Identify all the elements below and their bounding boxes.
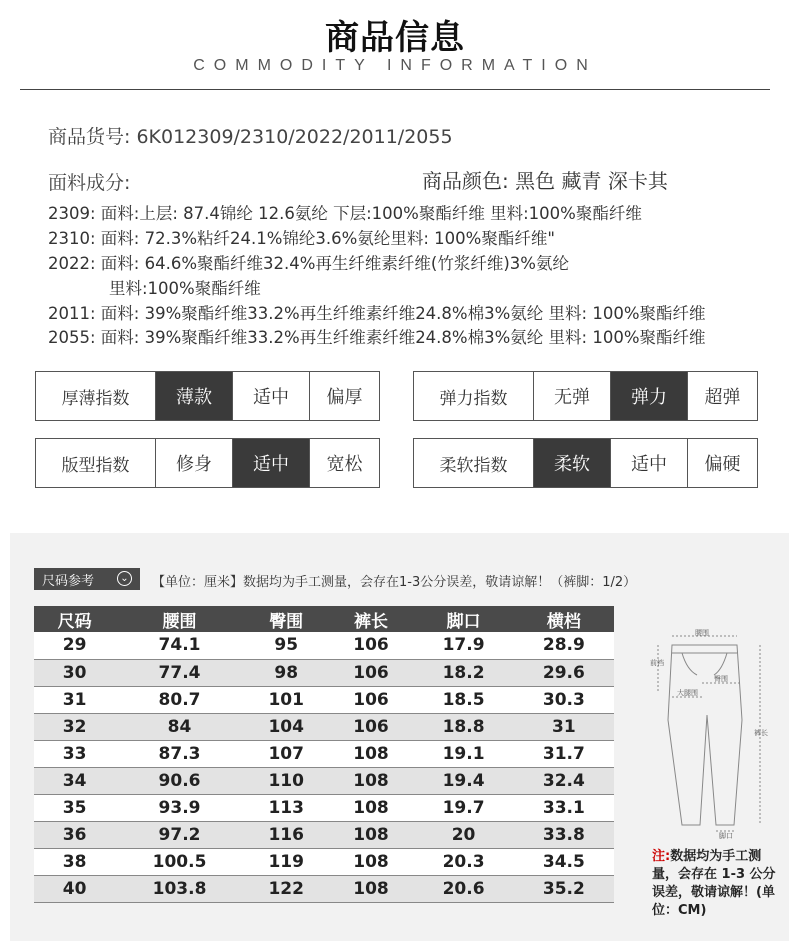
table-row: [34, 875, 614, 902]
table-cell: 80.7: [115, 686, 244, 713]
table-cell: 18.2: [413, 659, 513, 686]
note-text: 数据均为手工测量，会存在 1-3 公分误差，敬请谅解！(单位：CM): [652, 849, 776, 918]
table-cell: 31: [514, 713, 614, 740]
index-option-selected: 弹力: [611, 372, 688, 420]
table-row: [34, 713, 614, 740]
table-cell: 30.3: [514, 686, 614, 713]
item-number: [48, 122, 453, 149]
table-cell: 17.9: [413, 632, 513, 659]
elasticity-index: [413, 371, 758, 421]
table-cell: 90.6: [115, 767, 244, 794]
table-cell: 103.8: [115, 875, 244, 902]
thigh-label: 大腿围: [677, 689, 698, 697]
index-label: 版型指数: [36, 439, 156, 487]
fit-index: [35, 438, 380, 488]
table-cell: 33.1: [514, 794, 614, 821]
index-label: 弹力指数: [414, 372, 534, 420]
hem-label: 脚口: [719, 832, 733, 840]
table-cell: 34.5: [514, 848, 614, 875]
table-cell: 108: [329, 875, 414, 902]
front-rise-label: 前裆: [650, 659, 664, 667]
table-cell: 110: [244, 767, 329, 794]
table-row: [34, 632, 614, 659]
table-cell: 98: [244, 659, 329, 686]
fabric-line: 里料:100%聚酯纤维: [109, 279, 261, 298]
table-cell: 18.5: [413, 686, 513, 713]
table-cell: 108: [329, 740, 414, 767]
item-number-value: 6K012309/2310/2022/2011/2055: [136, 126, 453, 148]
index-option: 宽松: [326, 454, 363, 475]
fabric-line: 2022: 面料: 64.6%聚酯纤维32.4%再生纤维素纤维(竹浆纤维)3%氨纶: [48, 254, 569, 273]
size-table: [34, 606, 614, 903]
size-reference-tab[interactable]: [34, 568, 140, 590]
table-cell: 38: [34, 848, 115, 875]
color-label: 商品颜色:: [422, 169, 509, 193]
table-row: [34, 767, 614, 794]
table-row: [34, 686, 614, 713]
fabric-label: 面料成分:: [48, 172, 131, 194]
pants-diagram: [642, 625, 772, 840]
table-cell: 30: [34, 659, 115, 686]
page-title: 商品信息: [325, 18, 465, 58]
table-cell: 84: [115, 713, 244, 740]
index-option-selected: 适中: [233, 439, 310, 487]
table-cell: 29.6: [514, 659, 614, 686]
table-cell: 74.1: [115, 632, 244, 659]
table-cell: 29: [34, 632, 115, 659]
column-header: 横档: [514, 606, 614, 632]
table-header-row: [34, 606, 614, 632]
table-cell: 35.2: [514, 875, 614, 902]
item-number-label: 商品货号:: [48, 126, 131, 148]
fabric-line: 2011: 面料: 39%聚酯纤维33.2%再生纤维素纤维24.8%棉3%氨纶 里料: 100%聚酯纤维: [48, 304, 706, 323]
table-row: [34, 794, 614, 821]
index-label: 厚薄指数: [36, 372, 156, 420]
table-cell: 108: [329, 821, 414, 848]
table-cell: 40: [34, 875, 115, 902]
table-cell: 77.4: [115, 659, 244, 686]
table-cell: 104: [244, 713, 329, 740]
table-cell: 33: [34, 740, 115, 767]
table-row: [34, 659, 614, 686]
divider: [20, 89, 770, 90]
table-cell: 100.5: [115, 848, 244, 875]
fabric-line: 2309: 面料:上层: 87.4锦纶 12.6氨纶 下层:100%聚酯纤维 里料:100%聚酯纤维: [48, 204, 642, 223]
thickness-index: [35, 371, 380, 421]
table-cell: 97.2: [115, 821, 244, 848]
length-label: 裤长: [754, 729, 768, 737]
table-cell: 31: [34, 686, 115, 713]
table-cell: 93.9: [115, 794, 244, 821]
table-cell: 122: [244, 875, 329, 902]
table-cell: 36: [34, 821, 115, 848]
softness-index: [413, 438, 758, 488]
size-table-body: [34, 632, 614, 902]
index-option: 无弹: [534, 372, 611, 420]
fabric-line: 2055: 面料: 39%聚酯纤维33.2%再生纤维素纤维24.8%棉3%氨纶 里料: 100%聚酯纤维: [48, 328, 706, 347]
table-cell: 35: [34, 794, 115, 821]
column-header: 腰围: [115, 606, 244, 632]
hip-label: 臀围: [714, 675, 728, 683]
page-subtitle: COMMODITY INFORMATION: [193, 57, 597, 74]
index-option: 修身: [156, 439, 233, 487]
table-cell: 119: [244, 848, 329, 875]
table-cell: 19.7: [413, 794, 513, 821]
fabric-line: 2310: 面料: 72.3%粘纤24.1%锦纶3.6%氨纶里料: 100%聚酯纤维": [48, 229, 555, 248]
table-cell: 108: [329, 794, 414, 821]
column-header: 尺码: [34, 606, 115, 632]
index-option-selected: 薄款: [156, 372, 233, 420]
table-cell: 18.8: [413, 713, 513, 740]
index-option-selected: 柔软: [534, 439, 611, 487]
table-cell: 33.8: [514, 821, 614, 848]
column-header: 臀围: [244, 606, 329, 632]
index-option: 适中: [611, 439, 688, 487]
column-header: 裤长: [329, 606, 414, 632]
note-prefix: 注:: [652, 849, 671, 864]
table-cell: 20.3: [413, 848, 513, 875]
table-cell: 32: [34, 713, 115, 740]
table-cell: 19.1: [413, 740, 513, 767]
chevron-down-icon: ⌄: [117, 571, 132, 586]
table-cell: 34: [34, 767, 115, 794]
table-row: [34, 740, 614, 767]
table-cell: 108: [329, 848, 414, 875]
table-cell: 116: [244, 821, 329, 848]
pants-outline: [668, 645, 742, 825]
table-cell: 106: [329, 659, 414, 686]
table-cell: 87.3: [115, 740, 244, 767]
table-row: [34, 848, 614, 875]
measurement-note: [652, 848, 776, 920]
table-cell: 28.9: [514, 632, 614, 659]
product-colors: [422, 165, 668, 194]
table-cell: 95: [244, 632, 329, 659]
index-option: 偏厚: [326, 387, 363, 408]
table-cell: 19.4: [413, 767, 513, 794]
unit-note: 【单位：厘米】数据均为手工测量，会存在1-3公分误差，敬请谅解！（裤脚：1/2）: [152, 575, 637, 590]
table-cell: 106: [329, 713, 414, 740]
column-header: 脚口: [413, 606, 513, 632]
table-cell: 108: [329, 767, 414, 794]
waist-label: 腰围: [695, 629, 709, 637]
table-cell: 113: [244, 794, 329, 821]
table-row: [34, 821, 614, 848]
table-cell: 32.4: [514, 767, 614, 794]
table-cell: 20: [413, 821, 513, 848]
table-cell: 101: [244, 686, 329, 713]
table-cell: 20.6: [413, 875, 513, 902]
size-reference-label: 尺码参考: [42, 573, 95, 589]
color-values: 黑色 藏青 深卡其: [515, 169, 668, 193]
index-option: 超弹: [704, 387, 741, 408]
table-cell: 107: [244, 740, 329, 767]
table-cell: 106: [329, 632, 414, 659]
table-cell: 106: [329, 686, 414, 713]
index-option: 适中: [233, 372, 310, 420]
index-label: 柔软指数: [414, 439, 534, 487]
index-option: 偏硬: [704, 454, 741, 475]
table-cell: 31.7: [514, 740, 614, 767]
